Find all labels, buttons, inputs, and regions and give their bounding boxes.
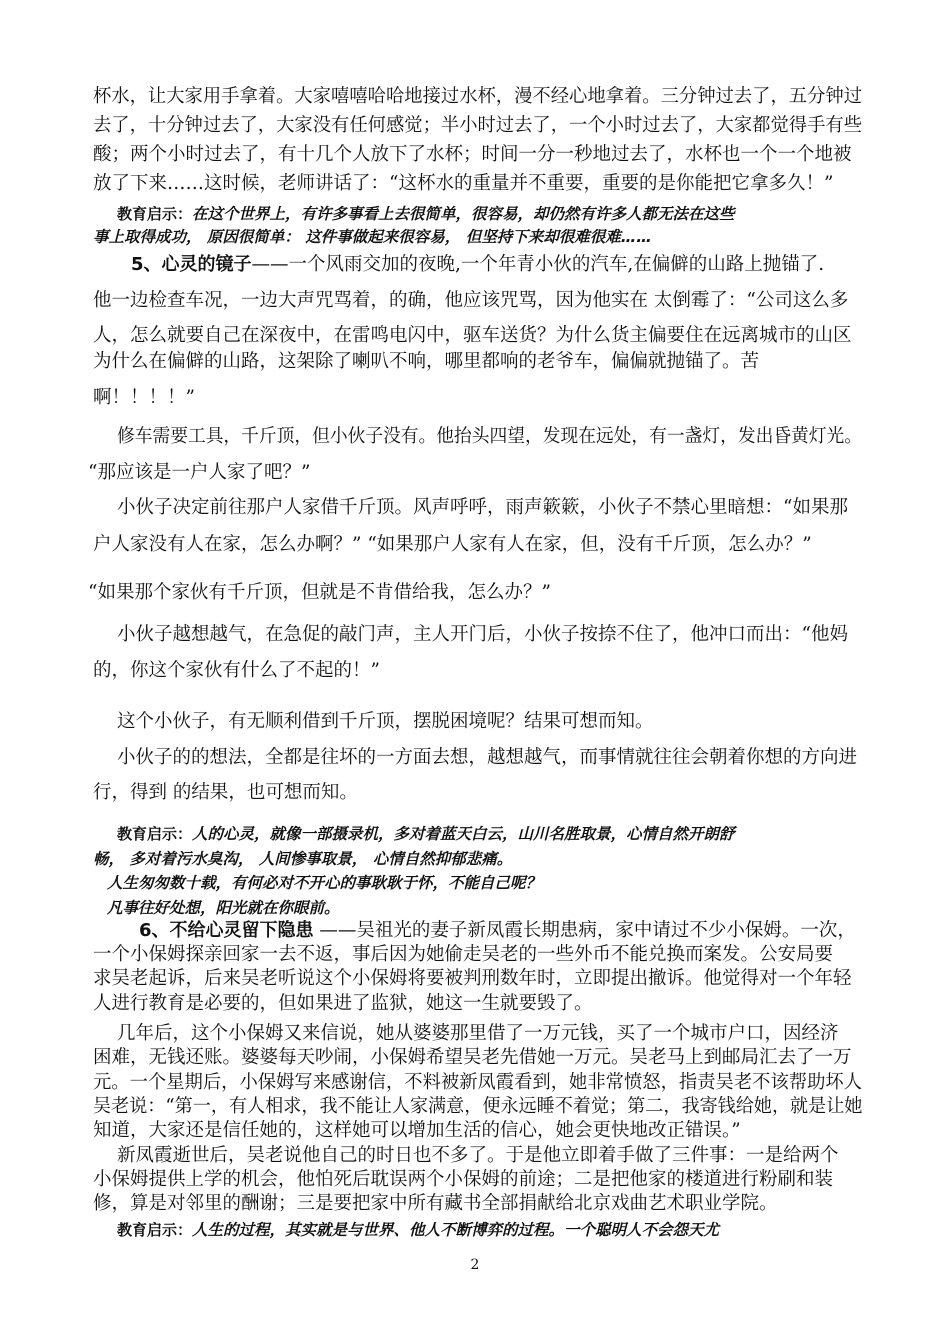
text-line: 小伙子决定前往那户人家借千斤顶。风声呼呼，雨声簌簌，小伙子不禁心里暗想：“如果那 xyxy=(117,497,848,518)
text-line: 户人家没有人在家，怎么办啊？” “如果那户人家有人在家，但，没有千斤顶，怎么办？” xyxy=(93,534,812,555)
text-line: 困难，无钱还账。婆婆每天吵闹，小保姆希望吴老先借她一万元。吴老马上到邮局汇去了一万 xyxy=(93,1047,852,1068)
text-line: 杯水，让大家用手拿着。大家嘻嘻哈哈地接过水杯，漫不经心地拿着。三分钟过去了，五分钟过 xyxy=(93,86,863,107)
text-line: 人，怎么就要自己在深夜中，在雷鸣电闪中，驱车送货？为什么货主偏要住在远离城市的山区 xyxy=(93,325,852,346)
text-line: “那应该是一户人家了吧？” xyxy=(88,462,311,483)
text-line: 他一边检查车况，一边大声咒骂着，的确，他应该咒骂，因为他实在 太倒霉了：“公司这么多 xyxy=(93,290,849,311)
edu-insight-text: 畅， 多对着污水臭沟， 人间惨事取景， 心情自然抑郁悲痛。 xyxy=(93,850,513,868)
text-line: 吴老说：“第一，有人相求，我不能让人家满意，便永远睡不着觉；第二，我寄钱给她，就是让她 xyxy=(93,1096,863,1117)
edu-insight-text: 在这个世界上，有许多事看上去很简单，很容易，却仍然有许多人都无法在这些 xyxy=(192,205,735,223)
text-line: 知道，大家还是信任她的，这样她可以增加生活的信心，她会更快地改正错误。” xyxy=(93,1120,741,1141)
section-6 xyxy=(139,919,856,943)
text-line: 新凤霞逝世后，吴老说他自己的时日也不多了。于是他立即着手做了三件事：一是给两个 xyxy=(117,1145,839,1166)
edu-insight-text: 事上取得成功， 原因很简单： 这件事做起来很容易， 但坚持下来却很难很难…… xyxy=(93,228,652,246)
text-line: 小保姆提供上学的机会，他怕死后耽误两个小保姆的前途；二是把他家的楼道进行粉刷和装 xyxy=(93,1169,834,1190)
edu-insight-2-cont xyxy=(107,896,340,920)
text-line: “如果那个家伙有千斤顶，但就是不肯借给我，怎么办？” xyxy=(88,582,551,603)
edu-insight-2 xyxy=(117,822,735,846)
text-line: 修，算是对邻里的酬谢；三是要把家中所有藏书全部捐献给北京戏曲艺术职业学院。 xyxy=(93,1193,778,1214)
text-line: 小伙子越想越气，在急促的敲门声，主人开门后，小伙子按捺不住了，他冲口而出：“他妈 xyxy=(117,624,848,645)
text-line: 小伙子的的想法，全都是往坏的一方面去想，越想越气，而事情就往往会朝着你想的方向进 xyxy=(117,747,858,768)
edu-insight-3 xyxy=(117,1218,719,1242)
text-line: 一个风雨交加的夜晚,一个年青小伙的汽车,在偏僻的山路上抛锚了. xyxy=(288,254,825,275)
text-line: 修车需要工具，千斤顶，但小伙子没有。他抬头四望，发现在远处，有一盏灯，发出昏黄灯光。 xyxy=(117,426,863,447)
text-line: 求吴老起诉，后来吴老听说这个小保姆将要被判刑数年时，立即提出撤诉。他觉得对一个年轻 xyxy=(93,968,852,989)
text-line: 去了，十分钟过去了，大家没有任何感觉；半小时过去了，一个小时过去了，大家都觉得手有些 xyxy=(93,115,863,136)
text-line: 一个小保姆探亲回家一去不返，事后因为她偷走吴老的一些外币不能兑换而案发。公安局要 xyxy=(93,944,834,965)
section-heading: 5、心灵的镜子 xyxy=(131,254,252,275)
edu-insight-text: 人生的过程，其实就是与世界、他人不断博弈的过程。一个聪明人不会怨天尤 xyxy=(192,1221,720,1239)
edu-insight-text: 人的心灵，就像一部摄录机，多对着蓝天白云，山川名胜取景，心情自然开朗舒 xyxy=(192,825,735,843)
edu-insight-label: 教育启示： xyxy=(117,205,193,223)
text-line: 酸；两个小时过去了，有十几个人放下了水杯；时间一分一秒地过去了，水杯也一个一个地被 xyxy=(93,144,852,165)
edu-insight-1 xyxy=(117,202,735,226)
edu-insight-2-cont xyxy=(93,847,512,871)
text-line: 元。一个星期后，小保姆写来感谢信，不料被新凤霞看到，她非常愤怒，指责吴老不该帮助坏人 xyxy=(93,1072,863,1093)
edu-insight-1-cont xyxy=(93,225,652,249)
text-line: 行，得到 的结果，也可想而知。 xyxy=(93,782,358,803)
text-line: 为什么在偏僻的山路，这架除了喇叭不响，哪里都响的老爷车，偏偏就抛锚了。苦 xyxy=(93,351,760,372)
page-number: 2 xyxy=(470,1257,480,1273)
edu-insight-2-cont xyxy=(107,871,541,895)
text-line: 人进行教育是必要的，但如果进了监狱，她这一生就要毁了。 xyxy=(93,993,593,1014)
text-line: 几年后，这个小保姆又来信说，她从婆婆那里借了一万元钱，买了一个城市户口，因经济 xyxy=(117,1023,839,1044)
text-line: 的，你这个家伙有什么了不起的！” xyxy=(93,660,380,681)
edu-insight-text: 凡事往好处想，阳光就在你眼前。 xyxy=(107,899,340,917)
section-heading: 6、不给心灵留下隐患 xyxy=(139,920,314,941)
edu-insight-label: 教育启示： xyxy=(117,825,193,843)
text-line: 这个小伙子，有无顺利借到千斤顶，摆脱困境呢？结果可想而知。 xyxy=(117,711,654,732)
text-line: ——吴祖光的妻子新凤霞长期患病，家中请过不少小保姆。一次， xyxy=(319,920,856,941)
section-5: 5、心灵的镜子——一个风雨交加的夜晚,一个年青小伙的汽车,在偏僻的山路上抛锚了. xyxy=(131,254,825,275)
edu-insight-label: 教育启示： xyxy=(117,1221,193,1239)
text-line: 啊！！！！” xyxy=(93,387,195,408)
text-line: 放了下来……这时候，老师讲话了：“这杯水的重量并不重要，重要的是你能把它拿多久！” xyxy=(93,173,834,194)
edu-insight-text: 人生匆匆数十载，有何必对不开心的事耿耿于怀，不能自己呢？ xyxy=(107,874,542,892)
